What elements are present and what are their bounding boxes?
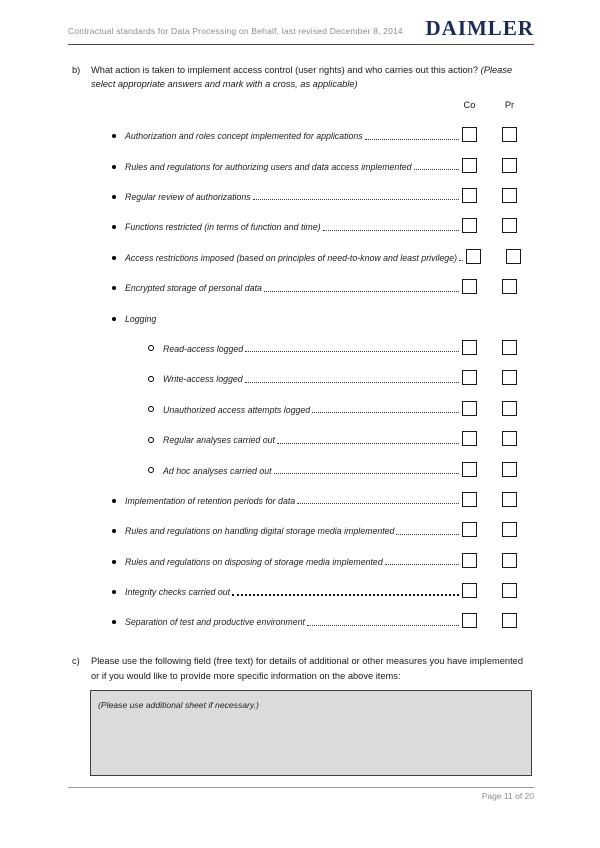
page-footer bbox=[68, 787, 534, 801]
co-checkbox[interactable] bbox=[462, 127, 477, 142]
pr-checkbox[interactable] bbox=[502, 522, 517, 537]
co-checkbox[interactable] bbox=[462, 553, 477, 568]
question-b-text-italic: (Please select appropriate answers and mark with a cross, as applicable) bbox=[91, 65, 513, 90]
checklist-item bbox=[112, 507, 517, 537]
page-number: Page 11 of 20 bbox=[481, 791, 534, 801]
dotted-leader bbox=[245, 382, 459, 383]
question-b-text bbox=[91, 63, 530, 92]
open-circle-bullet-icon bbox=[148, 467, 154, 473]
question-c-text: Please use the following field (free text) for details of additional or other measures you have implemented or if you would like to provide more specific information on the above items: bbox=[91, 656, 524, 681]
checklist bbox=[112, 112, 517, 629]
checklist-item bbox=[112, 568, 517, 598]
checklist-item-label: Integrity checks carried out bbox=[125, 587, 231, 598]
co-checkbox[interactable] bbox=[462, 370, 477, 385]
pr-checkbox[interactable] bbox=[502, 158, 517, 173]
question-c-text-wrap bbox=[91, 654, 530, 683]
bullet-icon bbox=[112, 286, 116, 290]
checklist-item-label: Regular analyses carried out bbox=[163, 435, 275, 446]
dotted-leader bbox=[307, 625, 459, 626]
co-checkbox[interactable] bbox=[466, 249, 481, 264]
pr-checkbox[interactable] bbox=[502, 492, 517, 507]
co-checkbox[interactable] bbox=[462, 522, 477, 537]
daimler-logo: DAIMLER bbox=[425, 16, 534, 40]
page-header bbox=[68, 18, 534, 45]
dotted-leader bbox=[365, 139, 459, 140]
checklist-item-label: Implementation of retention periods for data bbox=[125, 495, 296, 506]
co-checkbox[interactable] bbox=[462, 583, 477, 598]
checklist-item-label: Logging bbox=[125, 313, 157, 324]
pr-checkbox[interactable] bbox=[502, 340, 517, 355]
free-text-field[interactable] bbox=[90, 690, 532, 776]
pr-checkbox[interactable] bbox=[502, 127, 517, 142]
bullet-icon bbox=[112, 620, 116, 624]
checklist-item-label: Read-access logged bbox=[163, 343, 244, 354]
checklist-item bbox=[112, 598, 517, 628]
pr-checkbox[interactable] bbox=[502, 553, 517, 568]
pr-checkbox[interactable] bbox=[506, 249, 521, 264]
dotted-leader bbox=[264, 291, 459, 292]
checklist-item bbox=[112, 264, 517, 294]
question-b-text-normal: What action is taken to implement access control (user rights) and who carries out this action? bbox=[91, 65, 481, 75]
free-text-note: (Please use additional sheet if necessary.) bbox=[98, 700, 259, 711]
open-circle-bullet-icon bbox=[148, 345, 154, 351]
dotted-leader bbox=[274, 473, 459, 474]
checklist-sub-item bbox=[112, 355, 517, 385]
bullet-icon bbox=[112, 134, 116, 138]
pr-checkbox[interactable] bbox=[502, 613, 517, 628]
checklist-item-label: Regular review of authorizations bbox=[125, 192, 251, 202]
co-checkbox[interactable] bbox=[462, 492, 477, 507]
bullet-icon bbox=[112, 195, 116, 199]
dotted-leader bbox=[253, 199, 459, 200]
checklist-item-label: Authorization and roles concept implemented for applications bbox=[125, 131, 363, 142]
bullet-icon bbox=[112, 529, 116, 533]
column-header-pr: Pr bbox=[504, 99, 515, 110]
co-checkbox[interactable] bbox=[462, 279, 477, 294]
dotted-leader bbox=[312, 412, 459, 413]
dotted-leader bbox=[232, 594, 459, 596]
question-c bbox=[72, 654, 530, 683]
bullet-icon bbox=[112, 256, 116, 260]
pr-checkbox[interactable] bbox=[502, 218, 517, 233]
checklist-item bbox=[112, 233, 517, 263]
open-circle-bullet-icon bbox=[148, 376, 154, 382]
co-checkbox[interactable] bbox=[462, 431, 477, 446]
checklist-item-label: Functions restricted (in terms of function and time) bbox=[125, 222, 321, 233]
bullet-icon bbox=[112, 165, 116, 169]
checklist-item-label: Encrypted storage of personal data bbox=[125, 283, 262, 294]
co-checkbox[interactable] bbox=[462, 340, 477, 355]
co-checkbox[interactable] bbox=[462, 462, 477, 477]
dotted-leader bbox=[414, 169, 459, 170]
checklist-item bbox=[112, 477, 517, 507]
checklist-item-label: Access restrictions imposed (based on principles of need-to-know and least privilege) bbox=[125, 252, 458, 263]
checklist-item bbox=[112, 142, 517, 172]
co-checkbox[interactable] bbox=[462, 613, 477, 628]
checklist-item-label: Unauthorized access attempts logged bbox=[163, 404, 311, 415]
checklist-item-label: Rules and regulations on disposing of storage media implemented bbox=[125, 556, 383, 567]
checklist-item-label: Ad hoc analyses carried out bbox=[163, 465, 272, 476]
pr-checkbox[interactable] bbox=[502, 370, 517, 385]
document-title: Contractual standards for Data Processing on Behalf, last revised December 8, 2014 bbox=[68, 26, 403, 36]
checklist-item bbox=[112, 537, 517, 567]
bullet-icon bbox=[112, 560, 116, 564]
co-checkbox[interactable] bbox=[462, 218, 477, 233]
checklist-sub-item bbox=[112, 385, 517, 415]
question-b-label: b) bbox=[72, 65, 81, 75]
dotted-leader bbox=[459, 260, 463, 261]
checklist-sub-item bbox=[112, 325, 517, 355]
pr-checkbox[interactable] bbox=[502, 462, 517, 477]
column-header-co: Co bbox=[463, 99, 476, 110]
open-circle-bullet-icon bbox=[148, 406, 154, 412]
dotted-leader bbox=[245, 351, 459, 352]
pr-checkbox[interactable] bbox=[502, 431, 517, 446]
co-checkbox[interactable] bbox=[462, 188, 477, 203]
bullet-icon bbox=[112, 499, 116, 503]
checklist-item-label: Separation of test and productive environment bbox=[125, 617, 305, 628]
pr-checkbox[interactable] bbox=[502, 279, 517, 294]
bullet-icon bbox=[112, 590, 116, 594]
dotted-leader bbox=[323, 230, 459, 231]
checklist-item bbox=[112, 203, 517, 233]
checklist-item bbox=[112, 112, 517, 142]
question-c-label: c) bbox=[72, 656, 80, 667]
dotted-leader bbox=[396, 534, 459, 535]
pr-checkbox[interactable] bbox=[502, 401, 517, 416]
checkbox-column-headers bbox=[112, 100, 517, 110]
dotted-leader bbox=[385, 564, 459, 565]
checklist-item-label: Rules and regulations for authorizing users and data access implemented bbox=[125, 161, 412, 172]
checklist-item bbox=[112, 294, 517, 324]
column-header-spacer bbox=[112, 100, 462, 110]
dotted-leader bbox=[277, 443, 459, 444]
co-checkbox[interactable] bbox=[462, 401, 477, 416]
question-b bbox=[72, 63, 530, 92]
bullet-icon bbox=[112, 317, 116, 321]
checklist-item-label: Write-access logged bbox=[163, 374, 243, 385]
bullet-icon bbox=[112, 225, 116, 229]
checklist-item-label: Rules and regulations on handling digital storage media implemented bbox=[125, 526, 395, 537]
checklist-sub-item bbox=[112, 446, 517, 476]
open-circle-bullet-icon bbox=[148, 437, 154, 443]
checklist-item bbox=[112, 173, 517, 203]
checklist-sub-item bbox=[112, 416, 517, 446]
co-checkbox[interactable] bbox=[462, 158, 477, 173]
pr-checkbox[interactable] bbox=[502, 583, 517, 598]
pr-checkbox[interactable] bbox=[502, 188, 517, 203]
dotted-leader bbox=[297, 503, 459, 504]
